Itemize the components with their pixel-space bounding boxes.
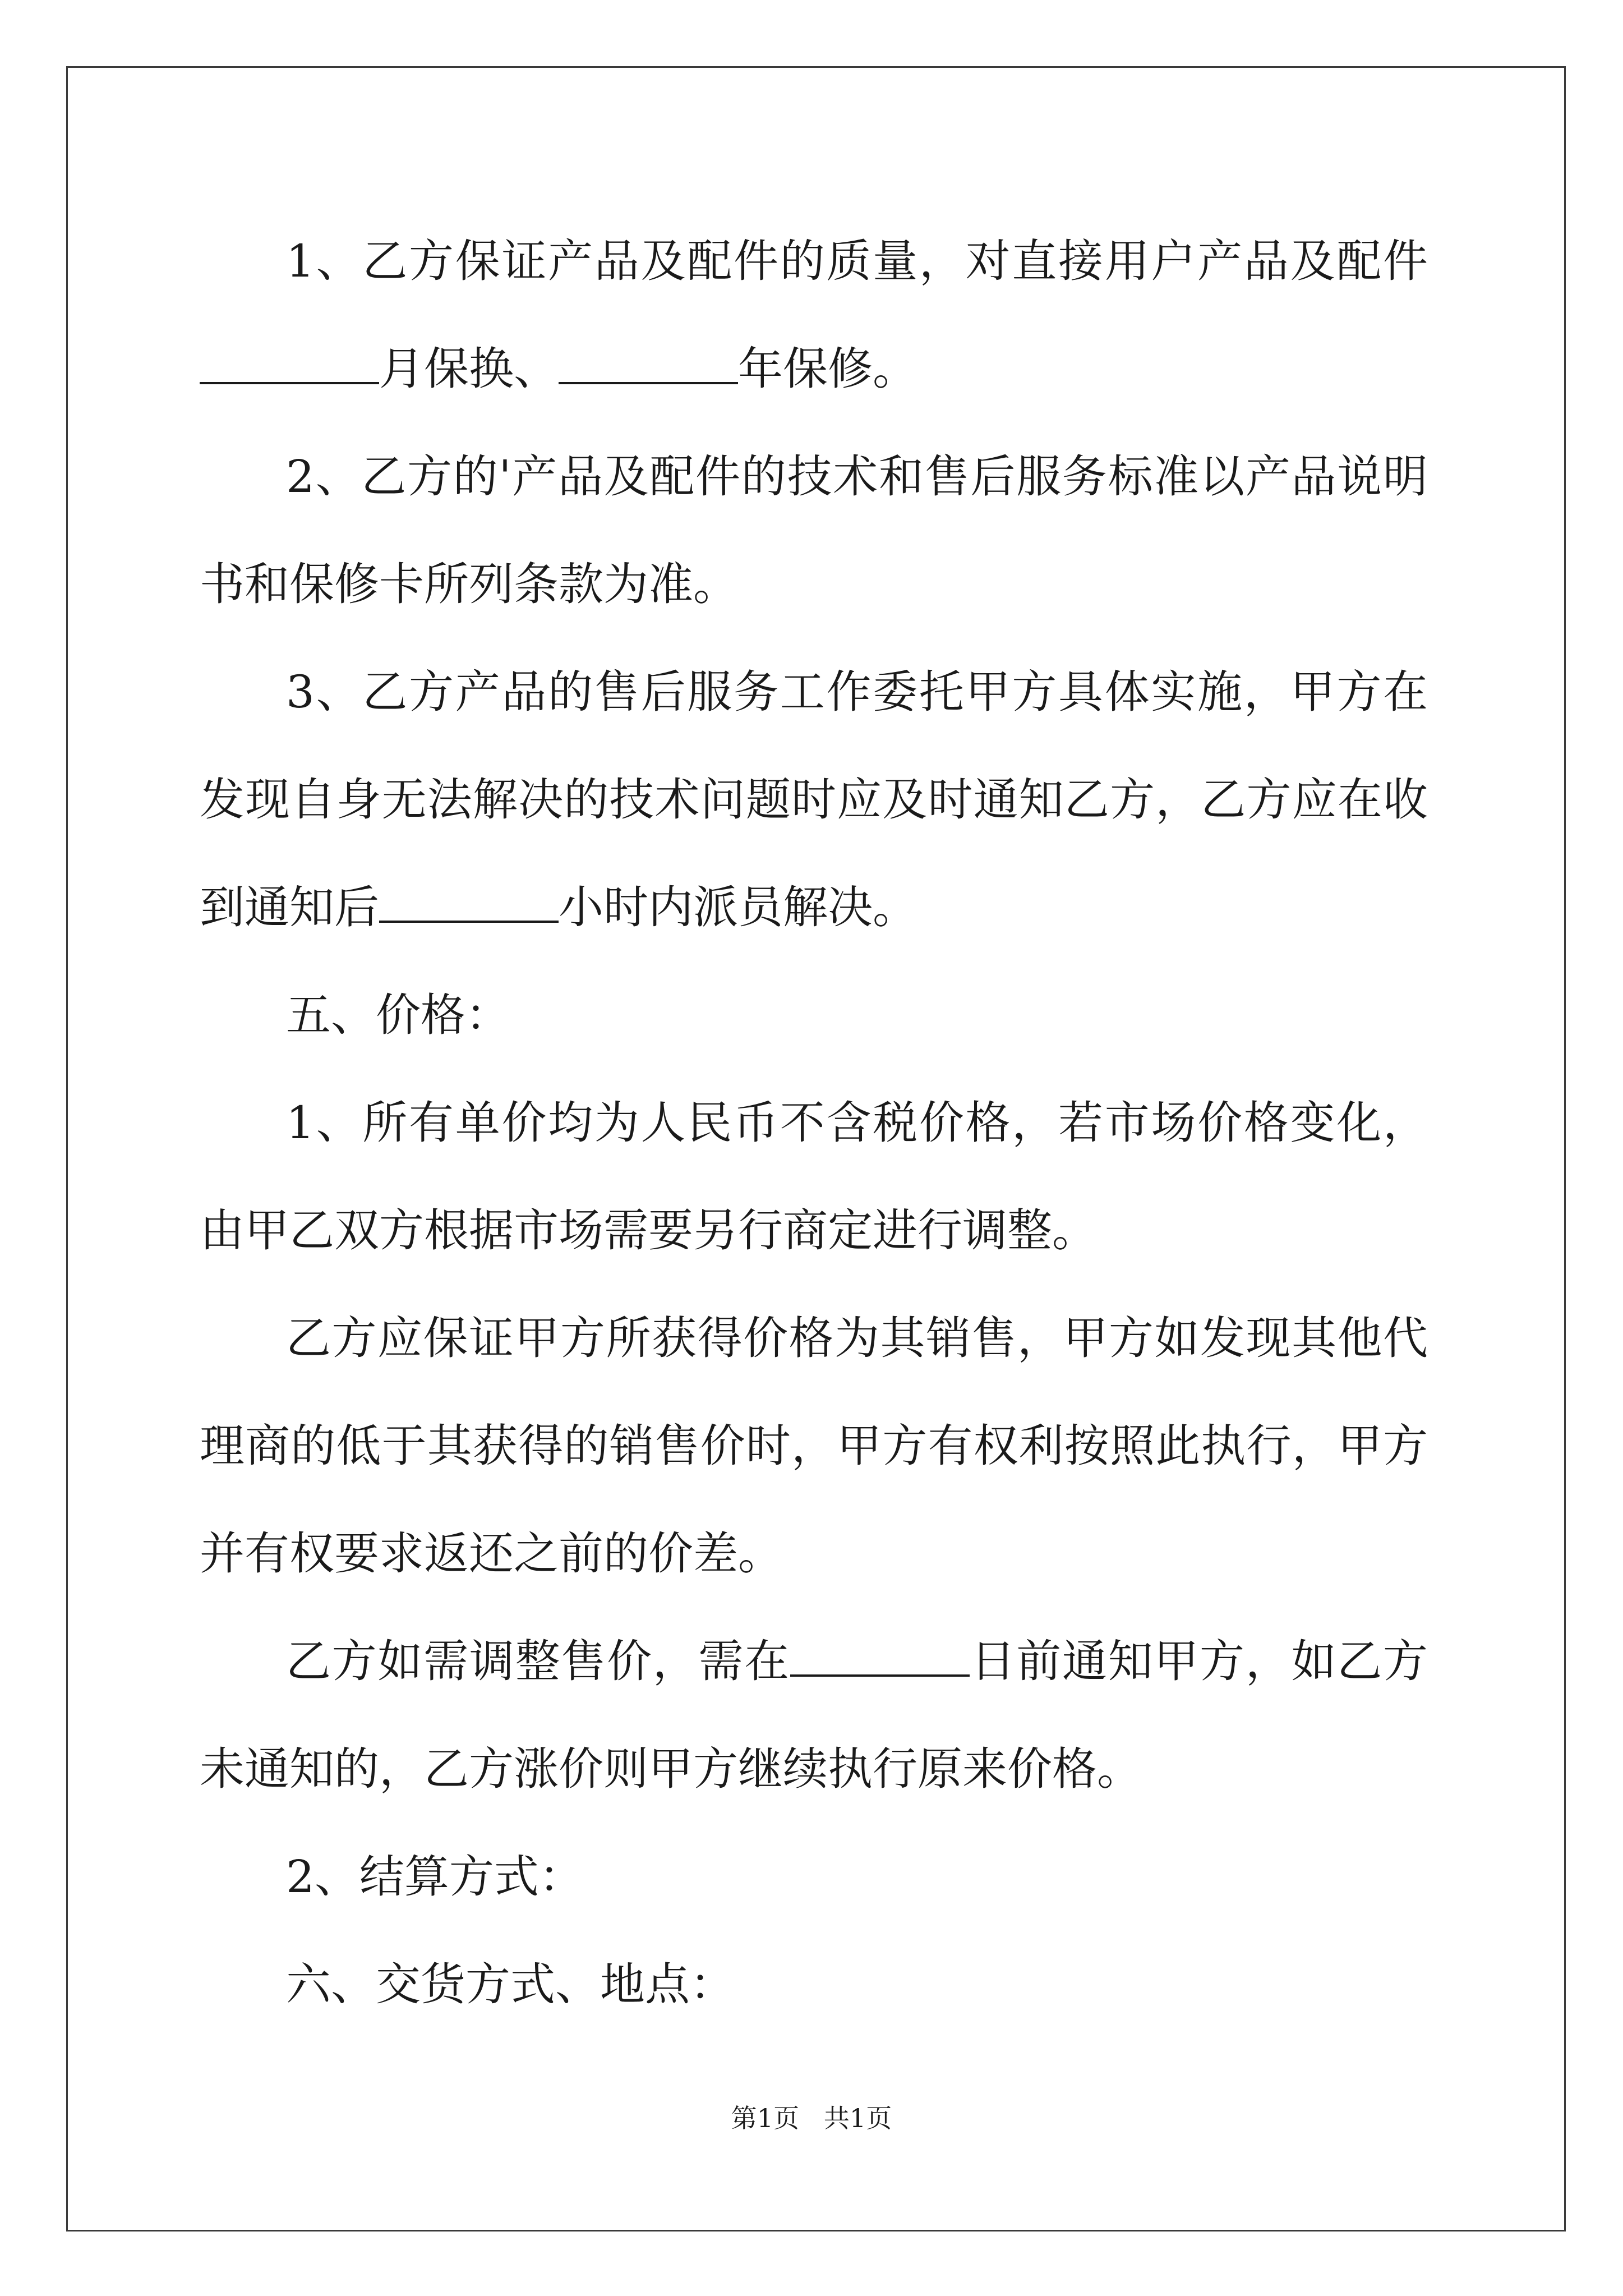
paragraph-text: 2、结算方式： <box>286 1851 584 1903</box>
fill-blank-years <box>559 345 738 384</box>
section-heading-price <box>200 961 1428 1069</box>
paragraph-settlement <box>200 1823 1428 1931</box>
paragraph-text: 2、乙方的'产品及配件的技术和售后服务标准以产品说明书和保修卡所列条款为准。 <box>200 450 1428 610</box>
document-body <box>200 208 1428 2039</box>
paragraph-price-guarantee <box>200 1285 1428 1608</box>
page-footer <box>0 2098 1623 2135</box>
heading-text: 六、交货方式、地点： <box>286 1958 735 2010</box>
paragraph-warranty <box>200 208 1428 423</box>
fill-blank-hours <box>379 884 559 923</box>
paragraph-text: 乙方如需调整售价，需在 <box>286 1635 790 1687</box>
paragraph-text: 小时内派员解决。 <box>559 881 917 933</box>
heading-text: 五、价格： <box>286 989 510 1041</box>
section-heading-delivery <box>200 1931 1428 2039</box>
paragraph-text: 3、乙方产品的售后服务工作委托甲方具体实施，甲方在发现自身无法解决的技术问题时应及时通知乙方，乙方应在收到通知后 <box>200 666 1428 933</box>
paragraph-text: 乙方应保证甲方所获得价格为其销售，甲方如发现其他代理商的低于其获得的销售价时，甲方有权利按照此执行，甲方并有权要求返还之前的价差。 <box>200 1312 1428 1580</box>
paragraph-after-sales <box>200 638 1428 961</box>
paragraph-price-adjustment <box>200 1608 1428 1823</box>
fill-blank-days <box>790 1637 970 1677</box>
page-number: 第1页 共1页 <box>731 2103 892 2133</box>
paragraph-service-standard <box>200 423 1428 638</box>
paragraph-text: 1、所有单价均为人民币不含税价格，若市场价格变化，由甲乙双方根据市场需要另行商定进行调整。 <box>200 1097 1428 1257</box>
paragraph-unit-price <box>200 1069 1428 1285</box>
paragraph-text: 日前通知甲方，如乙方未通知的，乙方涨价则甲方继续执行原来价格。 <box>200 1635 1428 1795</box>
fill-blank-months <box>200 345 379 384</box>
paragraph-text: 1、乙方保证产品及配件的质量，对直接用户产品及配件 <box>286 235 1428 287</box>
paragraph-text: 月保换、 <box>379 343 559 395</box>
paragraph-text: 年保修。 <box>738 343 917 395</box>
